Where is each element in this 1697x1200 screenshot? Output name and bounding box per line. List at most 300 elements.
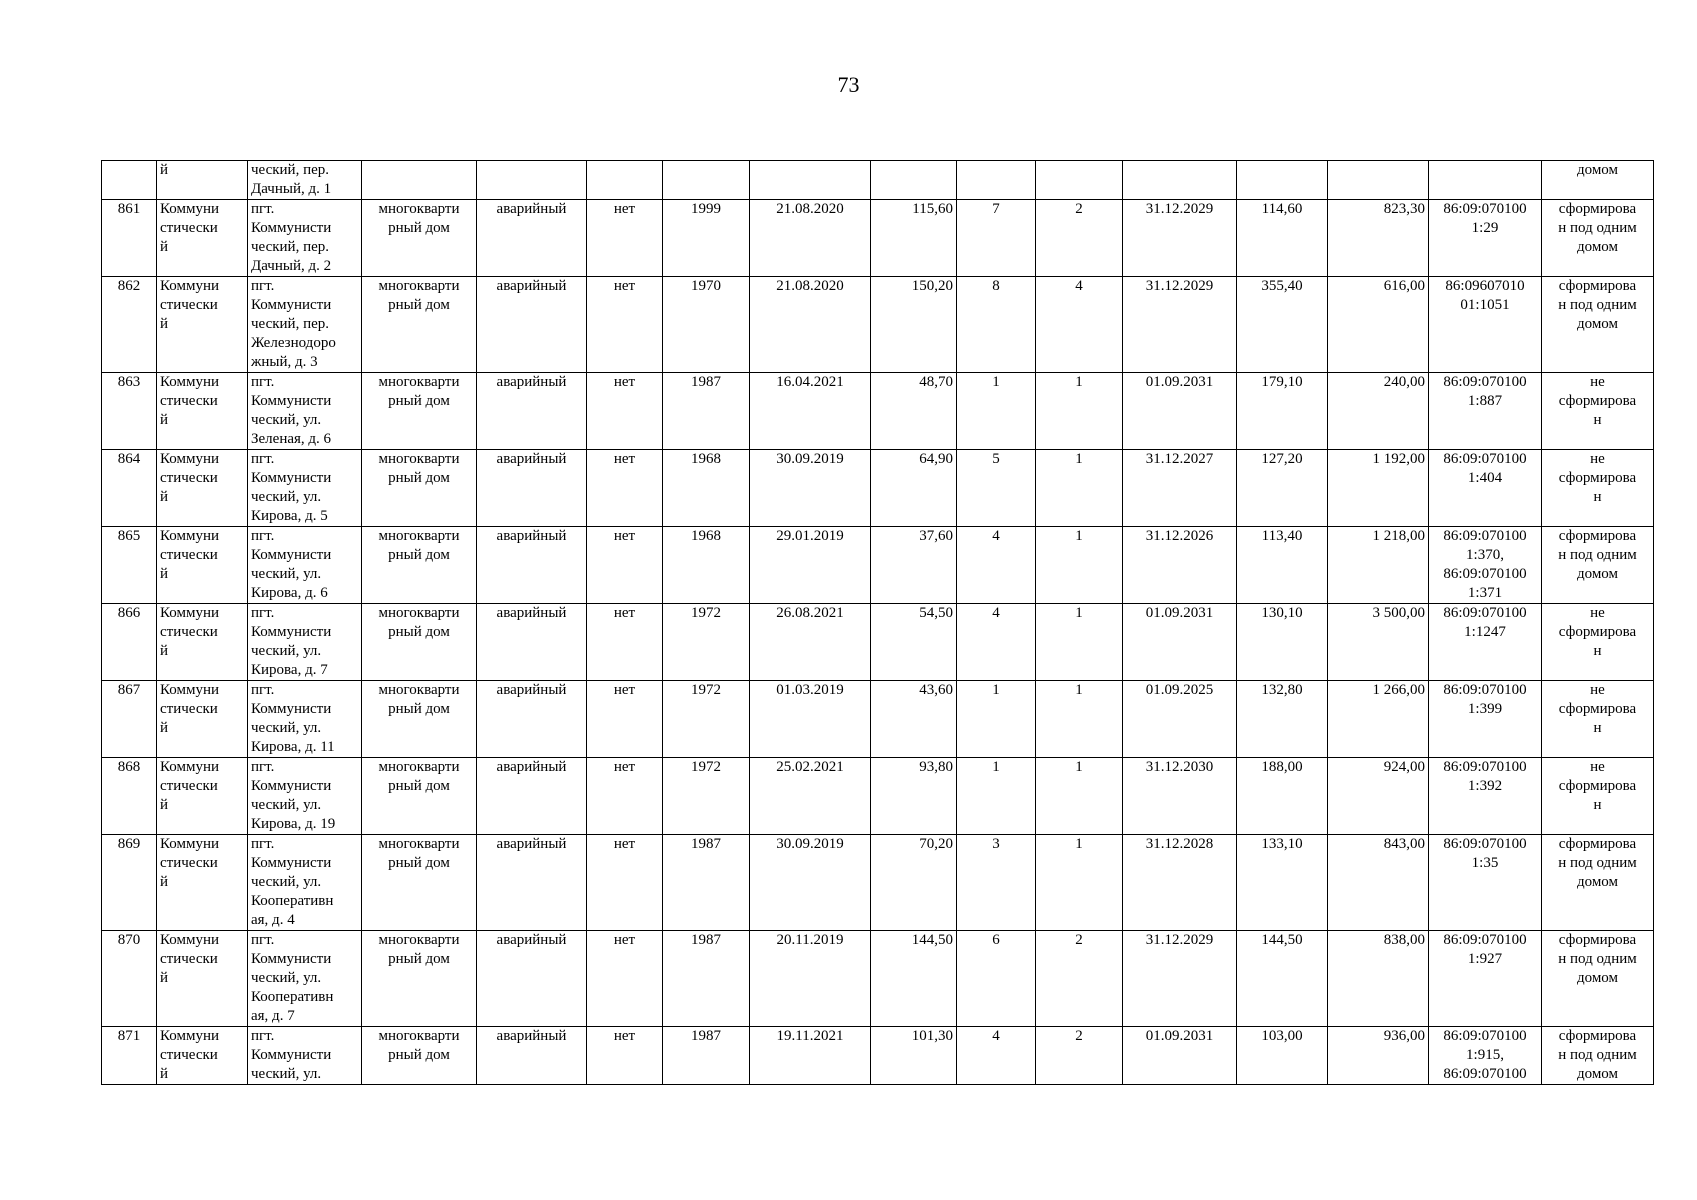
cell-condition xyxy=(477,161,587,200)
cell-text-line: рный дом xyxy=(388,393,450,409)
cell-text-line: й xyxy=(160,566,169,582)
cell-text-line: 70,20 xyxy=(919,836,953,852)
cell-text-line: 1 xyxy=(992,374,1000,390)
cell-text-line: Коммуни xyxy=(160,932,220,948)
cell-cadastral-number xyxy=(1429,835,1542,931)
table-row xyxy=(102,450,1654,527)
cell-area xyxy=(871,161,957,200)
cell-land-area xyxy=(1328,931,1429,1027)
cell-year-built xyxy=(663,835,750,931)
cell-text-line: Коммуни xyxy=(160,1028,220,1044)
table-row xyxy=(102,835,1654,931)
cell-condition xyxy=(477,681,587,758)
cell-text-line: 1 xyxy=(1075,836,1083,852)
cell-text-line: н под одним xyxy=(1558,951,1637,967)
cell-text-line: сформирова xyxy=(1558,201,1637,217)
cell-year-built xyxy=(663,373,750,450)
cell-municipality xyxy=(157,835,248,931)
cell-text-line: рный дом xyxy=(388,1047,450,1063)
cell-resettlement-date xyxy=(1123,161,1237,200)
cell-text-line: 01.03.2019 xyxy=(776,682,844,698)
cell-land-area xyxy=(1328,277,1429,373)
cell-text-line: 1999 xyxy=(691,201,721,217)
cell-text-line: многокварти xyxy=(378,682,460,698)
cell-area xyxy=(871,527,957,604)
cell-area xyxy=(871,1027,957,1085)
cell-text-line: н xyxy=(1593,412,1602,428)
cell-text-line: аварийный xyxy=(496,374,567,390)
cell-text-line: аварийный xyxy=(496,201,567,217)
cell-text-line: рный дом xyxy=(388,297,450,313)
cell-text-line: Кирова, д. 7 xyxy=(251,662,328,678)
cell-text-line: рный дом xyxy=(388,470,450,486)
cell-text-line: домом xyxy=(1576,970,1619,986)
cell-text-line: 30.09.2019 xyxy=(776,836,844,852)
cell-land-status xyxy=(1542,1027,1654,1085)
cell-residents xyxy=(957,450,1036,527)
cell-text-line: 1:371 xyxy=(1467,585,1503,601)
cell-recognition-date xyxy=(750,373,871,450)
cell-text-line: нет xyxy=(613,201,636,217)
cell-municipality xyxy=(157,200,248,277)
cell-text-line: н под одним xyxy=(1558,855,1637,871)
cell-text-line: 863 xyxy=(117,374,141,390)
cell-living-area xyxy=(1237,1027,1328,1085)
cell-municipality xyxy=(157,1027,248,1085)
cell-residents xyxy=(957,373,1036,450)
cell-text-line: пгт. xyxy=(251,682,275,698)
cell-land-area xyxy=(1328,200,1429,277)
cell-municipality xyxy=(157,277,248,373)
cell-municipality xyxy=(157,161,248,200)
cell-text-line: 01.09.2031 xyxy=(1145,1028,1214,1044)
cell-living-area xyxy=(1237,835,1328,931)
cell-apartments xyxy=(1036,161,1123,200)
cell-text-line: домом xyxy=(1576,239,1619,255)
cell-apartments xyxy=(1036,681,1123,758)
cell-text-line: нет xyxy=(613,374,636,390)
cell-text-line: нет xyxy=(613,278,636,294)
cell-recognition-date xyxy=(750,527,871,604)
cell-text-line: сформирова xyxy=(1558,624,1637,640)
cell-land-status xyxy=(1542,835,1654,931)
cell-text-line: 64,90 xyxy=(919,451,953,467)
cell-text-line: 4 xyxy=(992,605,1000,621)
cell-text-line: стически xyxy=(160,951,218,967)
cell-text-line: 4 xyxy=(992,528,1000,544)
cell-text-line: 37,60 xyxy=(919,528,953,544)
cell-text-line: 2 xyxy=(1075,932,1083,948)
cell-residents xyxy=(957,277,1036,373)
cell-condition xyxy=(477,527,587,604)
cell-text-line: не xyxy=(1590,374,1605,390)
cell-address xyxy=(248,1027,362,1085)
cell-resettlement-date xyxy=(1123,835,1237,931)
cell-house-type xyxy=(362,604,477,681)
cell-text-line: 870 xyxy=(117,932,141,948)
cell-text-line: многокварти xyxy=(378,451,460,467)
cell-text-line: 86:09:070100 xyxy=(1443,682,1527,698)
cell-recognition-date xyxy=(750,835,871,931)
cell-text-line: 869 xyxy=(117,836,141,852)
cell-text-line: 86:09:070100 xyxy=(1443,1028,1527,1044)
cell-text-line: 86:09:070100 xyxy=(1443,932,1527,948)
cell-text-line: ческий, ул. xyxy=(251,797,322,813)
cell-text-line: пгт. xyxy=(251,1028,275,1044)
cell-text-line: рный дом xyxy=(388,855,450,871)
cell-text-line: сформирова xyxy=(1558,278,1637,294)
cell-text-line: 1:370, xyxy=(1466,547,1504,563)
cell-text-line: многокварти xyxy=(378,836,460,852)
cell-text-line: ческий, ул. xyxy=(251,412,322,428)
cell-text-line: 355,40 xyxy=(1261,278,1303,294)
cell-text-line: Зеленая, д. 6 xyxy=(251,431,332,447)
cell-resettlement-date xyxy=(1123,277,1237,373)
cell-text-line: Кооперативн xyxy=(251,989,334,1005)
cell-text-line: ческий, ул. xyxy=(251,970,322,986)
cell-living-area xyxy=(1237,681,1328,758)
cell-text-line: 843,00 xyxy=(1383,836,1425,852)
cell-condition xyxy=(477,373,587,450)
cell-text-line: Коммуни xyxy=(160,759,220,775)
cell-text-line: 4 xyxy=(992,1028,1000,1044)
cell-text-line: 1 xyxy=(1075,682,1083,698)
cell-land-status xyxy=(1542,277,1654,373)
cell-residents xyxy=(957,835,1036,931)
cell-text-line: пгт. xyxy=(251,528,275,544)
cell-text-line: 3 500,00 xyxy=(1372,605,1425,621)
cell-resettlement-date xyxy=(1123,200,1237,277)
cell-resettlement-date xyxy=(1123,450,1237,527)
cell-text-line: 115,60 xyxy=(912,201,953,217)
cell-text-line: 240,00 xyxy=(1383,374,1425,390)
cell-text-line: 3 xyxy=(992,836,1000,852)
cell-text-line: 127,20 xyxy=(1261,451,1303,467)
cell-text-line: Коммунисти xyxy=(251,220,332,236)
cell-condition xyxy=(477,200,587,277)
cell-reconstruction-flag xyxy=(587,373,663,450)
cell-reconstruction-flag xyxy=(587,277,663,373)
cell-text-line: Коммуни xyxy=(160,605,220,621)
cell-text-line: 1 192,00 xyxy=(1372,451,1425,467)
cell-text-line: 16.04.2021 xyxy=(776,374,844,390)
cell-text-line: не xyxy=(1590,451,1605,467)
cell-reconstruction-flag xyxy=(587,527,663,604)
cell-text-line: 823,30 xyxy=(1383,201,1425,217)
cell-apartments xyxy=(1036,604,1123,681)
cell-text-line: 1:1247 xyxy=(1464,624,1506,640)
table-row xyxy=(102,1027,1654,1085)
cell-text-line: 1 xyxy=(992,682,1000,698)
cell-text-line: й xyxy=(160,874,169,890)
cell-year-built xyxy=(663,931,750,1027)
cell-text-line: Железнодоро xyxy=(251,335,336,351)
cell-text-line: й xyxy=(160,1066,169,1082)
cell-text-line: 48,70 xyxy=(919,374,953,390)
cell-text-line: 2 xyxy=(1075,201,1083,217)
cell-text-line: 1 xyxy=(992,759,1000,775)
cell-area xyxy=(871,200,957,277)
cell-text-line: 1987 xyxy=(691,932,721,948)
cell-text-line: Коммуни xyxy=(160,528,220,544)
cell-residents xyxy=(957,1027,1036,1085)
cell-text-line: й xyxy=(160,239,169,255)
cell-text-line: сформирова xyxy=(1558,1028,1637,1044)
cell-text-line: рный дом xyxy=(388,951,450,967)
cell-text-line: 1970 xyxy=(691,278,721,294)
cell-text-line: сформирова xyxy=(1558,393,1637,409)
cell-living-area xyxy=(1237,161,1328,200)
cell-text-line: Коммунисти xyxy=(251,778,332,794)
cell-text-line: ческий, ул. xyxy=(251,874,322,890)
cell-year-built xyxy=(663,604,750,681)
cell-text-line: й xyxy=(160,970,169,986)
cell-text-line: ческий, ул. xyxy=(251,489,322,505)
cell-text-line: ческий, пер. xyxy=(251,239,330,255)
cell-text-line: 31.12.2030 xyxy=(1145,759,1214,775)
cell-text-line: ческий, ул. xyxy=(251,566,322,582)
cell-text-line: 1 266,00 xyxy=(1372,682,1425,698)
cell-address xyxy=(248,681,362,758)
cell-resettlement-date xyxy=(1123,1027,1237,1085)
cell-text-line: стически xyxy=(160,624,218,640)
cell-text-line: сформирова xyxy=(1558,932,1637,948)
cell-text-line: 20.11.2019 xyxy=(776,932,844,948)
cell-text-line: н xyxy=(1593,720,1602,736)
cell-row-number xyxy=(102,200,157,277)
cell-living-area xyxy=(1237,527,1328,604)
cell-text-line: стически xyxy=(160,1047,218,1063)
cell-year-built xyxy=(663,277,750,373)
cell-text-line: Коммунисти xyxy=(251,393,332,409)
cell-text-line: й xyxy=(160,720,169,736)
cell-text-line: 865 xyxy=(117,528,141,544)
cell-text-line: сформирова xyxy=(1558,778,1637,794)
cell-text-line: домом xyxy=(1576,566,1619,582)
cell-text-line: 25.02.2021 xyxy=(776,759,844,775)
cell-recognition-date xyxy=(750,277,871,373)
cell-text-line: 1:927 xyxy=(1467,951,1503,967)
cell-text-line: 01:1051 xyxy=(1460,297,1510,313)
cell-row-number xyxy=(102,931,157,1027)
cell-land-area xyxy=(1328,373,1429,450)
cell-reconstruction-flag xyxy=(587,931,663,1027)
cell-house-type xyxy=(362,681,477,758)
cell-land-status xyxy=(1542,681,1654,758)
cell-cadastral-number xyxy=(1429,931,1542,1027)
cell-apartments xyxy=(1036,277,1123,373)
cell-text-line: 866 xyxy=(117,605,141,621)
table-row xyxy=(102,681,1654,758)
cell-area xyxy=(871,604,957,681)
cell-row-number xyxy=(102,1027,157,1085)
cell-text-line: 144,50 xyxy=(911,932,953,948)
cell-text-line: 86:09:070100 xyxy=(1443,1066,1527,1082)
cell-condition xyxy=(477,835,587,931)
cell-text-line: многокварти xyxy=(378,278,460,294)
cell-text-line: нет xyxy=(613,836,636,852)
cell-condition xyxy=(477,931,587,1027)
cell-text-line: сформирова xyxy=(1558,470,1637,486)
cell-text-line: 31.12.2027 xyxy=(1145,451,1214,467)
cell-text-line: Кирова, д. 11 xyxy=(251,739,335,755)
cell-text-line: 1:887 xyxy=(1467,393,1503,409)
cell-text-line: 868 xyxy=(117,759,141,775)
cell-text-line: н под одним xyxy=(1558,547,1637,563)
cell-text-line: н под одним xyxy=(1558,297,1637,313)
cell-cadastral-number xyxy=(1429,200,1542,277)
cell-text-line: Дачный, д. 2 xyxy=(251,258,332,274)
cell-text-line: 103,00 xyxy=(1261,1028,1303,1044)
cell-house-type xyxy=(362,527,477,604)
cell-house-type xyxy=(362,450,477,527)
cell-text-line: Коммунисти xyxy=(251,951,332,967)
cell-apartments xyxy=(1036,373,1123,450)
cell-text-line: 1:29 xyxy=(1471,220,1499,236)
cell-text-line: 1:35 xyxy=(1471,855,1499,871)
cell-year-built xyxy=(663,450,750,527)
cell-year-built xyxy=(663,527,750,604)
cell-text-line: 86:09:070100 xyxy=(1443,201,1527,217)
cell-text-line: 1972 xyxy=(691,759,721,775)
cell-text-line: рный дом xyxy=(388,624,450,640)
cell-reconstruction-flag xyxy=(587,1027,663,1085)
cell-text-line: 19.11.2021 xyxy=(776,1028,844,1044)
cell-address xyxy=(248,604,362,681)
cell-text-line: 1:404 xyxy=(1467,470,1503,486)
cell-text-line: пгт. xyxy=(251,278,275,294)
cell-year-built xyxy=(663,161,750,200)
cell-cadastral-number xyxy=(1429,681,1542,758)
cell-text-line: 861 xyxy=(117,201,141,217)
cell-address xyxy=(248,161,362,200)
cell-text-line: Коммуни xyxy=(160,682,220,698)
cell-house-type xyxy=(362,931,477,1027)
cell-text-line: Дачный, д. 1 xyxy=(251,181,332,197)
cell-text-line: ческий, пер. xyxy=(251,316,330,332)
cell-text-line: рный дом xyxy=(388,701,450,717)
cell-apartments xyxy=(1036,1027,1123,1085)
cell-text-line: 31.12.2029 xyxy=(1145,278,1214,294)
cell-text-line: пгт. xyxy=(251,605,275,621)
cell-address xyxy=(248,277,362,373)
cell-text-line: рный дом xyxy=(388,778,450,794)
cell-land-status xyxy=(1542,758,1654,835)
cell-land-status xyxy=(1542,161,1654,200)
cell-text-line: аварийный xyxy=(496,932,567,948)
cell-text-line: ческий, ул. xyxy=(251,1066,322,1082)
cell-row-number xyxy=(102,835,157,931)
cell-text-line: пгт. xyxy=(251,932,275,948)
cell-text-line: 31.12.2028 xyxy=(1145,836,1214,852)
cell-text-line: 7 xyxy=(992,201,1000,217)
cell-land-area xyxy=(1328,450,1429,527)
cell-text-line: 130,10 xyxy=(1261,605,1303,621)
cell-land-status xyxy=(1542,931,1654,1027)
cell-text-line: 86:09:070100 xyxy=(1443,836,1527,852)
cell-cadastral-number xyxy=(1429,277,1542,373)
cell-address xyxy=(248,373,362,450)
cell-text-line: пгт. xyxy=(251,201,275,217)
cell-text-line: й xyxy=(160,162,169,178)
cell-text-line: н под одним xyxy=(1558,220,1637,236)
cell-text-line: Коммунисти xyxy=(251,624,332,640)
table-row xyxy=(102,931,1654,1027)
cell-resettlement-date xyxy=(1123,681,1237,758)
cell-municipality xyxy=(157,450,248,527)
cell-text-line: 188,00 xyxy=(1261,759,1303,775)
cell-house-type xyxy=(362,277,477,373)
cell-address xyxy=(248,450,362,527)
cell-text-line: аварийный xyxy=(496,451,567,467)
cell-text-line: сформирова xyxy=(1558,528,1637,544)
cell-text-line: Коммунисти xyxy=(251,701,332,717)
cell-text-line: жный, д. 3 xyxy=(251,354,318,370)
cell-land-area xyxy=(1328,835,1429,931)
cell-year-built xyxy=(663,1027,750,1085)
cell-text-line: 114,60 xyxy=(1261,201,1303,217)
cell-cadastral-number xyxy=(1429,604,1542,681)
cell-municipality xyxy=(157,373,248,450)
cell-text-line: н xyxy=(1593,489,1602,505)
cell-text-line: нет xyxy=(613,759,636,775)
cell-residents xyxy=(957,604,1036,681)
cell-house-type xyxy=(362,1027,477,1085)
cell-apartments xyxy=(1036,527,1123,604)
cell-reconstruction-flag xyxy=(587,835,663,931)
cell-row-number xyxy=(102,758,157,835)
cell-text-line: 1 xyxy=(1075,759,1083,775)
cell-condition xyxy=(477,604,587,681)
cell-text-line: 1:392 xyxy=(1467,778,1503,794)
cell-land-area xyxy=(1328,681,1429,758)
cell-text-line: нет xyxy=(613,932,636,948)
cell-land-area xyxy=(1328,758,1429,835)
cell-reconstruction-flag xyxy=(587,681,663,758)
cell-house-type xyxy=(362,835,477,931)
cell-text-line: н xyxy=(1593,797,1602,813)
cell-text-line: й xyxy=(160,797,169,813)
cell-cadastral-number xyxy=(1429,1027,1542,1085)
cell-text-line: ческий, пер. xyxy=(251,162,330,178)
cell-reconstruction-flag xyxy=(587,161,663,200)
cell-condition xyxy=(477,758,587,835)
cell-text-line: 4 xyxy=(1075,278,1083,294)
cell-land-status xyxy=(1542,527,1654,604)
cell-text-line: многокварти xyxy=(378,1028,460,1044)
cell-text-line: стически xyxy=(160,297,218,313)
cell-recognition-date xyxy=(750,681,871,758)
cell-text-line: 6 xyxy=(992,932,1000,948)
cell-text-line: Коммунисти xyxy=(251,855,332,871)
cell-text-line: Коммунисти xyxy=(251,547,332,563)
cell-municipality xyxy=(157,931,248,1027)
table-row xyxy=(102,277,1654,373)
cell-land-status xyxy=(1542,200,1654,277)
cell-text-line: 54,50 xyxy=(919,605,953,621)
cell-cadastral-number xyxy=(1429,373,1542,450)
cell-text-line: 1 xyxy=(1075,374,1083,390)
cell-recognition-date xyxy=(750,200,871,277)
cell-apartments xyxy=(1036,835,1123,931)
cell-text-line: 1987 xyxy=(691,836,721,852)
cell-living-area xyxy=(1237,373,1328,450)
cell-recognition-date xyxy=(750,758,871,835)
cell-text-line: не xyxy=(1590,759,1605,775)
cell-text-line: Коммунисти xyxy=(251,470,332,486)
cell-area xyxy=(871,681,957,758)
cell-text-line: 86:09:070100 xyxy=(1443,759,1527,775)
